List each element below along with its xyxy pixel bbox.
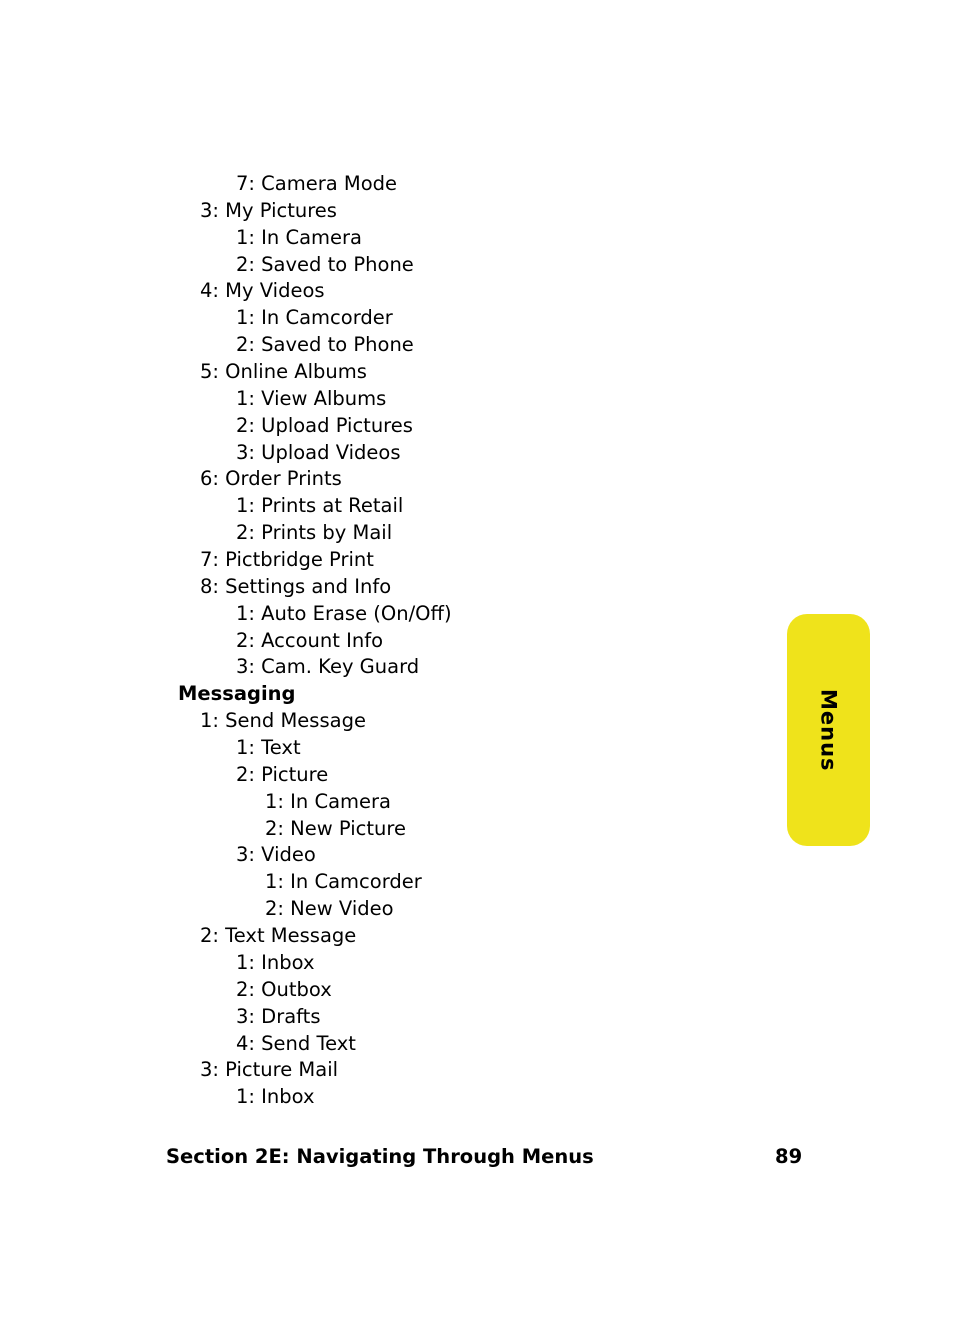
menu-heading: Messaging <box>178 682 296 706</box>
menu-item: 2: Prints by Mail <box>236 521 393 545</box>
menu-item: 2: Picture <box>236 762 329 786</box>
menu-item: 1: View Albums <box>236 386 387 410</box>
menu-item: 6: Order Prints <box>200 467 342 491</box>
menu-item: 1: Inbox <box>236 950 315 974</box>
menu-item: 2: New Picture <box>265 816 406 840</box>
menu-item: 2: Upload Pictures <box>236 413 413 437</box>
menu-item: 1: Auto Erase (On/Off) <box>236 601 452 625</box>
menu-item: 2: Account Info <box>236 628 384 652</box>
menu-item: 1: Prints at Retail <box>236 494 404 518</box>
menu-item: 1: Inbox <box>236 1085 315 1109</box>
menu-item: 3: Cam. Key Guard <box>236 655 420 679</box>
menu-item: 1: In Camera <box>265 789 392 813</box>
menu-item: 8: Settings and Info <box>200 574 392 598</box>
menu-item: 3: My Pictures <box>200 198 337 222</box>
menu-item: 4: My Videos <box>200 279 325 303</box>
menu-item: 1: In Camera <box>236 225 363 249</box>
footer-section-title: Section 2E: Navigating Through Menus <box>166 1145 594 1168</box>
menu-item: 2: Saved to Phone <box>236 333 414 357</box>
menu-item: 1: In Camcorder <box>236 306 393 330</box>
menu-item: 2: Saved to Phone <box>236 252 414 276</box>
menu-item: 1: Send Message <box>200 709 366 733</box>
menu-item: 2: Outbox <box>236 977 332 1001</box>
menu-outline <box>0 171 452 1111</box>
menu-item: 2: Text Message <box>200 924 357 948</box>
menu-item: 3: Video <box>236 843 316 867</box>
menu-item: 1: In Camcorder <box>265 870 422 894</box>
menu-item: 7: Camera Mode <box>236 172 398 195</box>
side-tab-label: Menus <box>816 688 841 772</box>
menu-item: 4: Send Text <box>236 1031 356 1055</box>
menu-item: 3: Upload Videos <box>236 440 401 464</box>
footer-page-number: 89 <box>775 1145 803 1168</box>
menu-item: 1: Text <box>236 736 301 760</box>
menu-item: 5: Online Albums <box>200 360 367 384</box>
menu-item: 7: Pictbridge Print <box>200 548 374 572</box>
menu-item: 2: New Video <box>265 897 394 921</box>
section-side-tab <box>787 614 870 846</box>
menu-item: 3: Picture Mail <box>200 1058 339 1082</box>
menu-item: 3: Drafts <box>236 1004 321 1028</box>
